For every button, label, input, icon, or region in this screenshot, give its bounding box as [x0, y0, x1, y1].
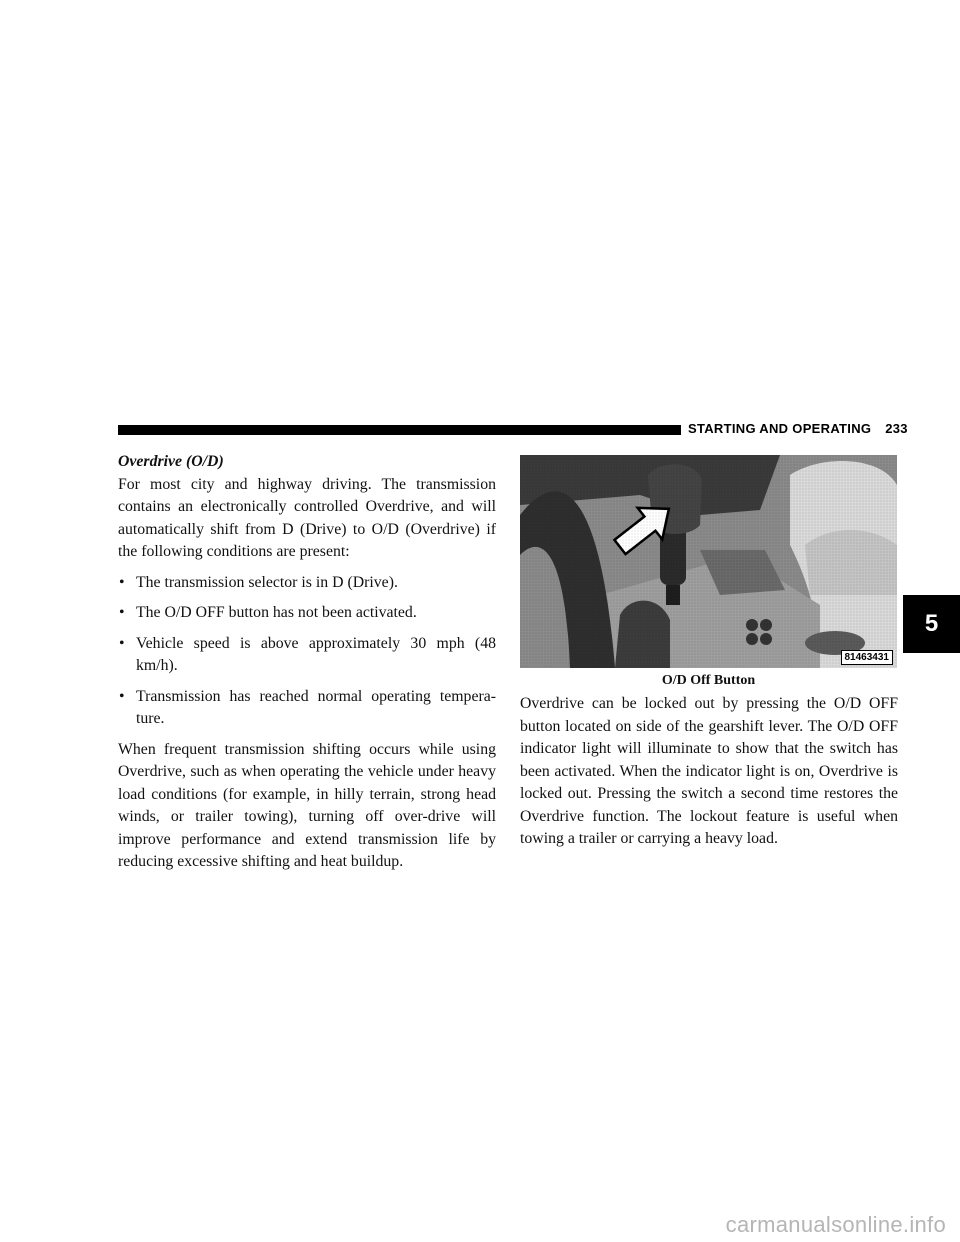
list-item: • The transmission selector is in D (Drive).	[118, 572, 496, 595]
conditions-list	[118, 572, 496, 731]
list-item: • Vehicle speed is above approximately 30 mph (48 km/h).	[118, 633, 496, 678]
gearshift-illustration	[520, 455, 897, 668]
intro-paragraph: For most city and highway driving. The transmission contains an electronically controlled Overdrive, and will automatically shift from D (Drive) to O/D (Overdrive) if the following conditions are present:	[118, 475, 496, 560]
gearshift-photo	[520, 455, 897, 668]
header-rule	[118, 425, 681, 435]
watermark-text: carmanualsonline.info	[725, 1212, 946, 1237]
list-item: • Transmission has reached normal operating tempera-ture.	[118, 686, 496, 731]
section-header-title: STARTING AND OPERATING	[688, 421, 872, 436]
page-number: 233	[885, 421, 908, 436]
overdrive-usage-paragraph: When frequent transmission shifting occurs while using Overdrive, such as when operating the vehicle under heavy load conditions (for example, in hilly terrain, strong head winds, or trailer towing), turning off over-drive will improve performance and extend transmission life by reducing excessive shifting and heat buildup.	[118, 740, 496, 870]
running-header	[688, 421, 908, 436]
left-column	[118, 451, 496, 874]
chapter-tab: 5	[903, 595, 960, 653]
figure-caption: O/D Off Button	[661, 673, 756, 688]
lockout-paragraph: Overdrive can be locked out by pressing the O/D OFF button located on side of the gearshift lever. The O/D OFF indicator light will illuminate to show that the switch has been activated. When the indicator light is on, Overdrive is locked out. Pressing the switch a second time restores the Overdrive function. The lockout feature is useful when towing a trailer or carrying a heavy load.	[520, 695, 898, 847]
figure-code: 81463431	[841, 650, 894, 665]
list-item: • The O/D OFF button has not been activated.	[118, 602, 496, 625]
section-title: Overdrive (O/D)	[118, 453, 224, 470]
